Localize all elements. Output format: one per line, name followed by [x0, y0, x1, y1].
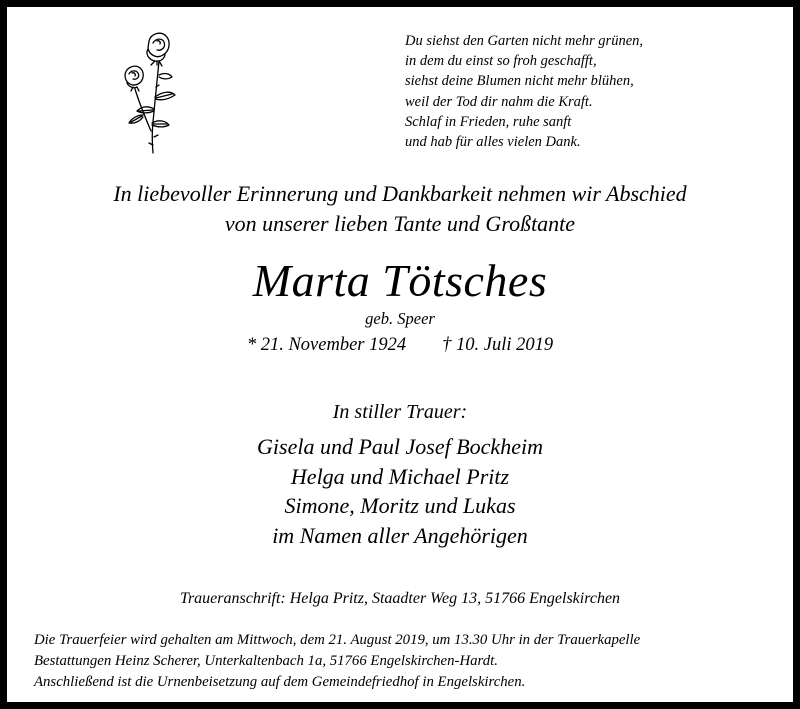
life-dates [7, 333, 793, 357]
death-date: † 10. Juli 2019 [442, 335, 554, 355]
poem-line: Du siehst den Garten nicht mehr grünen, [405, 33, 644, 49]
mourners-list [7, 432, 793, 550]
ceremony-line: Die Trauerfeier wird gehalten am Mittwoch, dem 21. August 2019, um 13.30 Uhr in der Trauerkapelle [34, 632, 641, 648]
ceremony-line: Bestattungen Heinz Scherer, Unterkaltenbach 1a, 51766 Engelskirchen-Hardt. [34, 653, 498, 669]
poem-line: weil der Tod dir nahm die Kraft. [405, 93, 593, 110]
poem-line: Schlaf in Frieden, ruhe sanft [405, 113, 572, 130]
rose-icon [115, 27, 185, 157]
mourner-line: im Namen aller Angehörigen [272, 522, 528, 548]
intro-line-1: In liebevoller Erinnerung und Dankbarkeit nehmen wir Abschied [113, 181, 687, 206]
poem-line: siehst deine Blumen nicht mehr blühen, [405, 73, 634, 90]
mourning-address: Traueranschrift: Helga Pritz, Staadter Weg 13, 51766 Engelskirchen [179, 590, 621, 607]
intro-line-2: von unserer lieben Tante und Großtante [224, 211, 576, 236]
deceased-name: Marta Tötsches [252, 255, 548, 306]
mourner-line: Gisela und Paul Josef Bockheim [257, 434, 543, 459]
intro-text [7, 179, 793, 239]
mourner-line: Simone, Moritz und Lukas [284, 493, 516, 518]
ceremony-line: Anschließend ist die Urnenbeisetzung auf dem Gemeindefriedhof in Engelskirchen. [34, 674, 526, 690]
poem-line: und hab für alles vielen Dank. [405, 134, 581, 151]
mourning-heading: In stiller Trauer: [332, 401, 468, 423]
ceremony-info [34, 630, 794, 693]
poem [405, 31, 785, 152]
poem-line: in dem du einst so froh geschafft, [405, 53, 597, 70]
birth-name: geb. Speer [365, 309, 435, 328]
mourner-line: Helga und Michael Pritz [290, 463, 510, 489]
birth-date: * 21. November 1924 [246, 335, 407, 355]
